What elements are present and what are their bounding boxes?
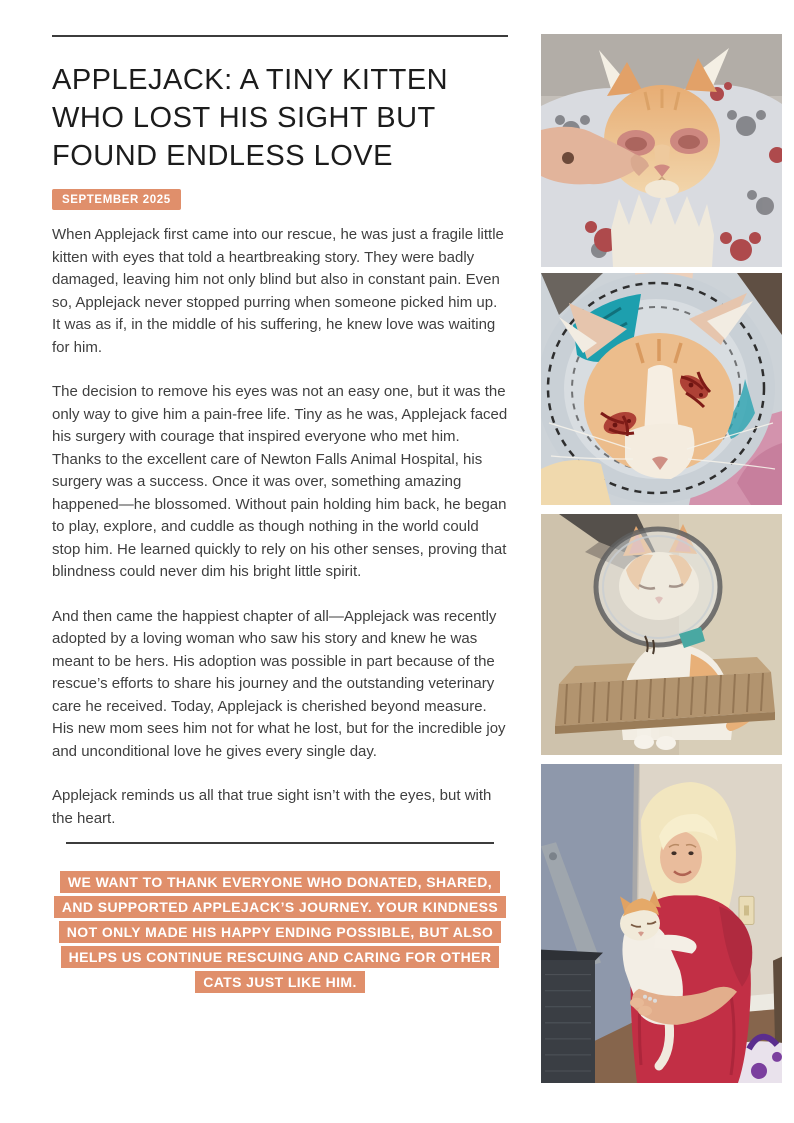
title-line-1: APPLEJACK: A TINY KITTEN bbox=[52, 64, 449, 96]
kitten-post-surgery-photo bbox=[541, 273, 782, 505]
article-column bbox=[52, 0, 508, 995]
paragraph-adoption: And then came the happiest chapter of all—Applejack was recently adopted by a loving woman who saw his story and knew he was meant to be hers. His adoption was possible in part because of the rescue’s efforts to share his journey and the outstanding veterinary care he received. Today, Applejack is cherished beyond measure. His new mom sees him not for what he lost, but for the incredible joy and unconditional love he gives every single day. bbox=[52, 607, 506, 760]
kitten-post-surgery-illustration bbox=[541, 273, 782, 505]
kitten-cone-box-illustration bbox=[541, 514, 782, 755]
page-title bbox=[52, 61, 508, 175]
kitten-cone-box-photo bbox=[541, 514, 782, 755]
top-rule bbox=[52, 35, 508, 37]
adoption-photo bbox=[541, 764, 782, 1083]
kitten-intake-illustration bbox=[541, 34, 782, 267]
paragraph-closing: Applejack reminds us all that true sight isn’t with the eyes, but with the heart. bbox=[52, 787, 492, 827]
paragraph-intro: When Applejack first came into our rescue, he was just a fragile little kitten with eyes that told a heartbreaking story. They were badly damaged, leaving him not only blind but also in constant pain. Even so, Applejack never stopped purring when someone picked him up. It was as if, in the middle of his suffering, he knew love was waiting for him. bbox=[52, 226, 504, 356]
article-body bbox=[52, 224, 508, 830]
bottom-rule bbox=[66, 842, 494, 844]
thank-you-callout-text: WE WANT TO THANK EVERYONE WHO DONATED, SHARED, AND SUPPORTED APPLEJACK’S JOURNEY. YOUR KINDNESS NOT ONLY MADE HIS HAPPY ENDING POSSIBLE, BUT ALSO HELPS US CONTINUE RESCUING AND CARING FOR OTHER CATS JUST LIKE HIM. bbox=[54, 871, 506, 993]
title-line-2: WHO LOST HIS SIGHT BUT bbox=[52, 102, 436, 134]
title-line-3: FOUND ENDLESS LOVE bbox=[52, 140, 393, 172]
thank-you-callout bbox=[52, 870, 508, 995]
paragraph-surgery: The decision to remove his eyes was not an easy one, but it was the only way to give him a pain-free life. Tiny as he was, Applejack faced his surgery with courage that inspired everyone who met him. Thanks to the excellent care of Newton Falls Animal Hospital, his surgery was a success. Once it was over, something amazing happened—he blossomed. Without pain holding him back, he began to play, explore, and cuddle as though nothing in the world could stop him. He learned quickly to rely on his other senses, proving that blindness could never dim his bright little spirit. bbox=[52, 383, 508, 580]
kitten-intake-photo bbox=[541, 34, 782, 267]
adoption-illustration bbox=[541, 764, 782, 1083]
date-badge: SEPTEMBER 2025 bbox=[52, 189, 181, 210]
